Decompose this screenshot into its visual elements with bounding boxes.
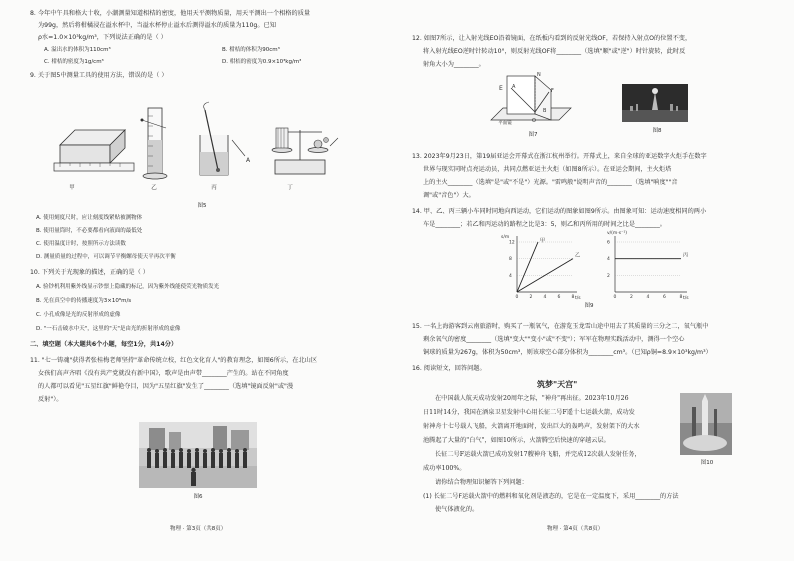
figure8-caption: 图8 [652,128,662,134]
chart2-xtick-label: 8 [679,295,683,300]
chart-v-t [607,230,689,300]
q16-subq1-cont: 使气体液化的。 [435,506,479,513]
figure5-illustration [50,90,350,200]
q16-prompt: 请你结合物理知识解答下列问题： [435,479,528,486]
article-para-line4: 池腾起了大量的"白气"，如图10所示，火箭腾空后快速的穿越云层。 [423,437,610,444]
svg-text:A: A [512,84,516,90]
balance-drawing [272,128,338,174]
chart2-ytick-label: 4 [607,257,610,263]
svg-text:B: B [543,108,547,114]
figure9-caption: 图9 [584,303,594,309]
figure5-label-yi: 乙 [151,185,157,191]
chart2-ytick-label: 6 [607,240,610,246]
figure5-label-jia: 甲 [69,185,75,191]
figure8-photo [622,84,688,122]
chart1-series-label: 乙 [575,252,581,259]
q8-option-c: C. 柑桔的密度为1g/cm³ [44,59,104,65]
q15-line3: 铜球的质量为267g，体积为50cm³，则该球空心部分体积为________cm³。（已知ρ铜=8.9×10³kg/m³） [423,349,712,356]
right-page [397,0,794,561]
q10-option-d: D. "一石击破水中天"，这里的"天"是由光的折射形成的虚像 [36,326,181,332]
article-para-line1: 在中国载人航天成功发射20周年之际，"神舟"再出征。2023年10月26 [435,395,629,402]
q9-option-c: C. 使用温度计时，按照所示方法读数 [36,241,126,247]
figure6-photo [139,422,257,488]
article-para-line5: 长征二号F运载火箭已成功发射17艘神舟飞船，并完成12次载人发射任务， [435,451,641,458]
chart2-xtick-label: 4 [646,295,650,300]
q9-line1: 9. 关于图5中测量工具的使用方法，错误的是（ ） [30,72,168,79]
chart1-ytick-label: 4 [509,273,512,279]
q11-line4: 反射"）。 [38,396,63,403]
q14-line1: 14. 甲、乙、丙三辆小车同时同地向西运动，它们运动的图象如图9所示。由图象可知：运动速度相同的两小 [412,208,707,215]
chart2-ylabel: v/(m·s⁻¹) [607,231,628,236]
figure10-caption: 图10 [700,460,714,466]
chart1-series-line [517,242,538,292]
q8-line3: ρ水=1.0×10³kg/m³，下列说法正确的是（ ） [38,34,167,41]
graduated-cylinder-drawing [141,108,168,179]
chart2-xtick-label: 6 [663,295,666,300]
figure5-label-ding: 丁 [287,185,293,191]
q16-subq1: (1) 长征二号F运载火箭中的燃料和氧化剂是液态的，它是在一定温度下，采用________的方法 [423,493,679,500]
figure7-caption: 图7 [528,132,538,138]
chart1-xtick-label: 6 [557,295,561,300]
q13-line2: 世界与现实同时点亮运动员，共同点燃亚运主火炬（如图8所示）。在亚运会期间，主火炬塔 [423,166,672,173]
chart1-xtick-label: 8 [571,295,575,300]
chart1-xtick-label: 2 [529,295,533,300]
figure5-label-bing: 丙 [211,185,217,191]
q8-option-a: A. 溢出水的体积为110cm³ [44,47,111,53]
chart1-xtick-label: 0 [515,295,519,300]
q10-option-c: C. 小孔成像是光的反射形成的虚像 [36,312,121,318]
chart-s-t [501,234,581,300]
chart2-ytick-label: 2 [607,273,610,279]
q10-line1: 10. 下列关于光现象的描述，正确的是（ ） [30,269,149,276]
svg-text:E: E [499,85,503,92]
left-page-footer: 物理 · 第3页（共8页） [170,526,227,532]
article-para-line6: 成功率100%。 [423,465,466,472]
chart1-series-label: 甲 [540,238,546,244]
figure7-mirror-label: 平面镜 [498,121,512,126]
chart1-ytick-label: 8 [509,257,512,263]
q9-option-b: B. 使用量筒时，不必要都看向液面的最低处 [36,228,143,234]
thermometer-beaker-drawing [200,102,251,175]
q11-line3: 的人都可以看见"五星红旗"鲜艳夺目，因为"五星红旗"发生了________（选填"镜面反射"或"漫 [38,383,294,390]
figure10-photo [680,393,732,455]
chart2-series-label: 丙 [683,252,689,259]
figure6-caption: 图6 [193,494,203,500]
q8-option-d: D. 柑桔的密度为0.9×10³kg/m³ [222,59,302,65]
chart2-xlabel: t/s [683,296,689,300]
q10-option-b: B. 光在真空中的传播速度为3×10⁸m/s [36,298,132,304]
q11-line1: 11. "七一铸魂"获得者张桂梅老师坚持"革命传统立校，红色文化育人"的教育理念，如图6所示，在北山区 [30,357,318,364]
q12-line1: 12. 如图7所示，让入射光线EO沿着镜面，在纸板内看到的反射光线OF，若保持入射点O的位置不变， [412,35,692,42]
article-para-line2: 日11时14分，我国在酒泉卫星发射中心用长征二号F遥十七运载火箭，成功发 [423,409,635,416]
svg-text:O: O [532,118,536,124]
q13-line4: 调"或"音色"）大。 [423,192,475,199]
q11-line2: 女孩们高声齐唱《没有共产党就没有新中国》，歌声是由声带________产生的。站在不同角度 [38,370,289,377]
q8-option-b: B. 柑桔的体积为90cm³ [222,47,280,53]
q12-line2: 将入射光线EO逆时针转动10°，则反射光线OF将________（选填"顺"或"逆"）时针旋转，此时反 [423,48,686,55]
article-para-line3: 射神舟十七号载人飞船，火箭离开地面时，发出巨大的轰鸣声，发射架下的大水 [423,423,640,430]
chart1-xlabel: t/s [575,296,581,300]
q8-line2: 为99g，然后将柑橘浸在溢水杯中，当溢水杯停止溢水后测得溢水的质量为110g。已知 [38,22,276,29]
chart1-ylabel: s/m [501,235,510,240]
q13-line1: 13. 2023年9月23日，第19届亚运会开幕式在浙江杭州举行。开幕式上，来自全球的亚运数字火炬手在数字 [412,153,707,160]
figure9-charts [497,230,697,300]
section2-heading: 二、填空题（本大题共6个小题，每空1分，共14分） [30,341,178,348]
ruler-block-drawing [54,130,134,171]
svg-text:A: A [246,157,251,164]
chart2-xtick-label: 0 [613,295,617,300]
figure5-caption: 图5 [197,203,207,209]
q9-option-a: A. 使用刻度尺时，应让刻度线紧贴被测物体 [36,215,143,221]
svg-text:N: N [537,72,541,78]
chart2-xtick-label: 2 [630,295,633,300]
q13-line3: 上的主火________（选填"是"或"不是"）光源。"雷鸣般"说明声音的________（选填"响度""音 [423,179,678,186]
right-page-footer: 物理 · 第4页（共8页） [547,526,604,532]
q16-line1: 16. 阅读短文，回答问题。 [412,365,486,372]
q15-line2: 剩余氧气的密度________（选填"变大""变小"或"不变"）；军军在物理实践活动中，测得一个空心 [423,336,685,343]
q12-line3: 射角大小为________。 [423,61,485,68]
q8-line1: 8. 今年中午具和格大十收，小潮测量知道相桔的密度，他用天平测物质量，用天平测出一个相格的质量 [30,10,311,17]
article-title: 筑梦"天宫" [537,379,578,389]
q15-line1: 15. 一名上海游客到云南旅游时，购买了一瓶氧气，在游览玉龙雪山途中用去了其质量的三分之二，氧气瓶中 [412,323,709,330]
q10-option-a: A. 验钞机利用紫外线显示钞票上隐藏的标记，因为紫外线能使荧光物质发光 [36,284,220,290]
chart1-xtick-label: 4 [543,295,547,300]
q14-line2: 车是________；若乙和丙运动的路程之比是3：5，则乙和丙所用的时间之比是________。 [423,221,666,228]
q9-option-d: D. 测量质量的过程中，可以调节平衡螺母使天平再次平衡 [36,254,176,260]
chart1-ytick-label: 12 [509,240,515,246]
svg-text:F: F [551,88,554,94]
